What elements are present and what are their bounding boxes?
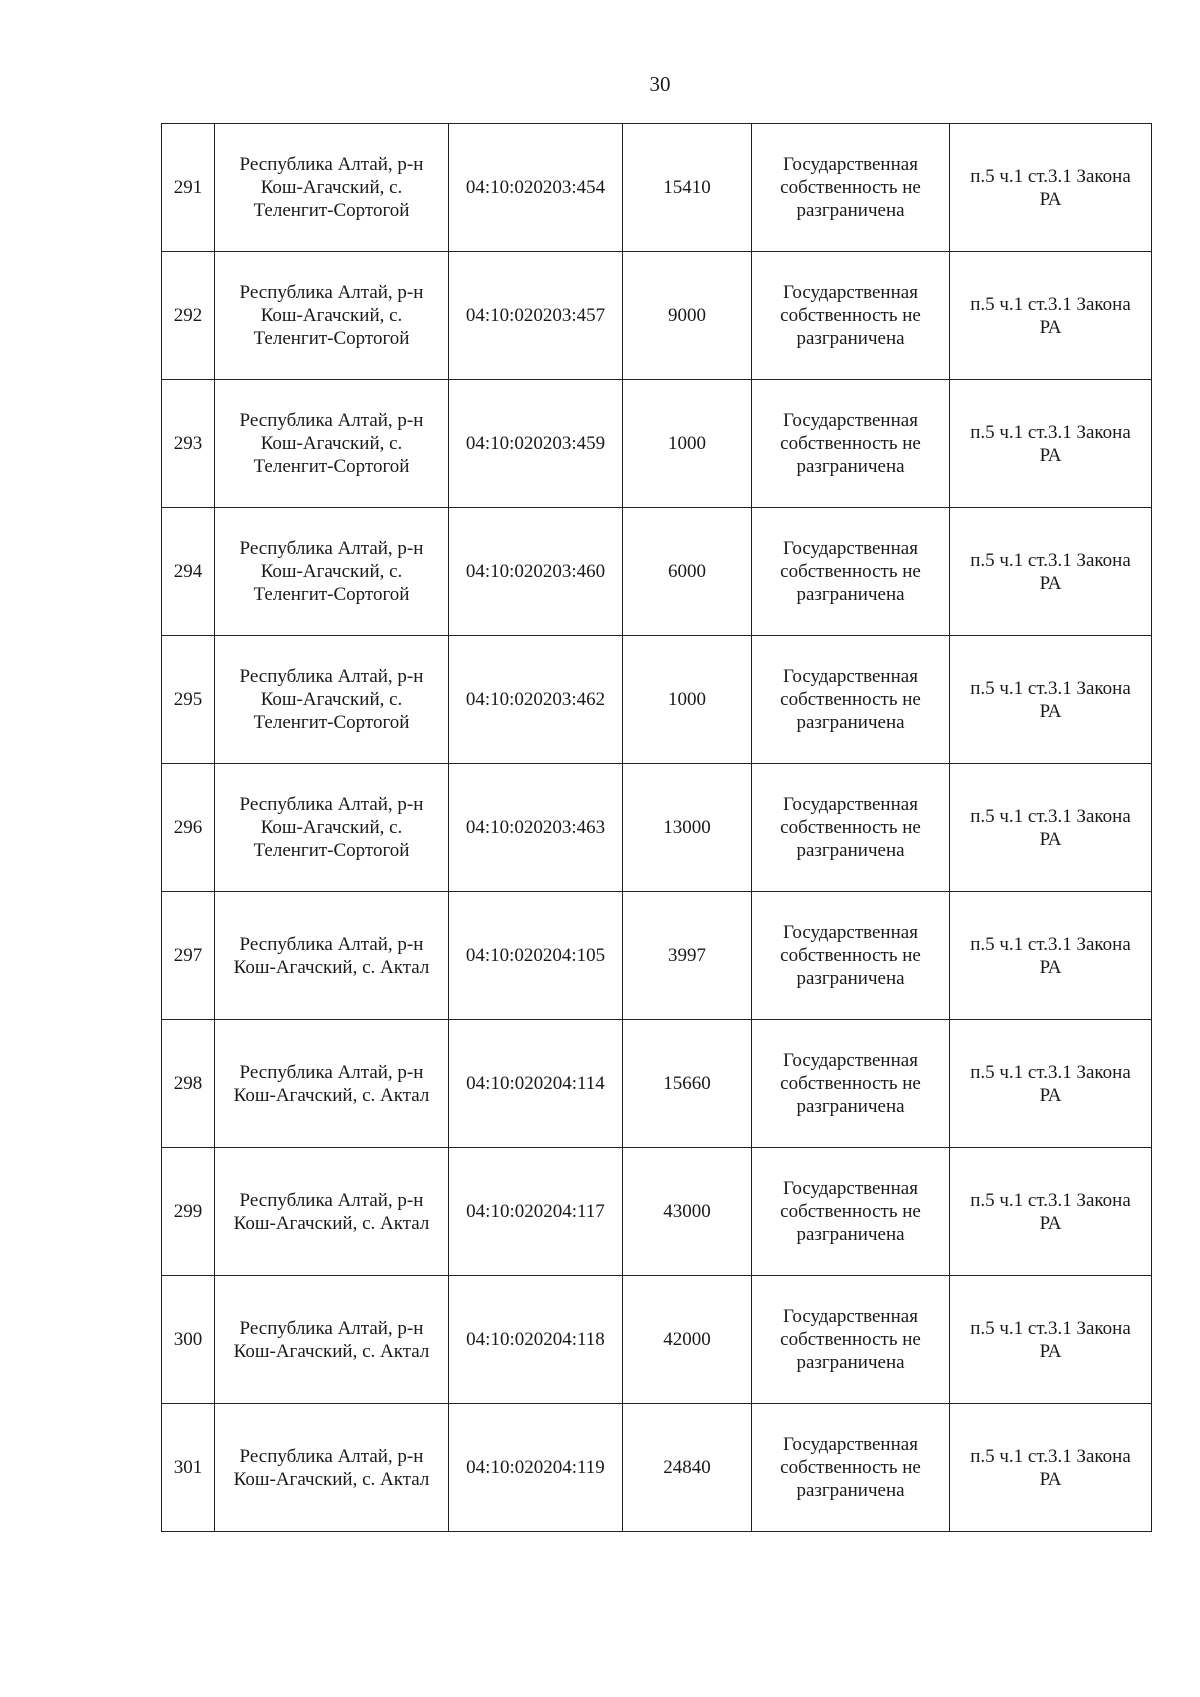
- cadastral-number-cell: 04:10:020204:117: [449, 1148, 623, 1276]
- area-cell: 6000: [623, 508, 752, 636]
- address-cell: Республика Алтай, р-н Кош-Агачский, с. Теленгит-Сортогой: [215, 380, 449, 508]
- address-cell: Республика Алтай, р-н Кош-Агачский, с. Актал: [215, 1404, 449, 1532]
- legal-basis-cell: п.5 ч.1 ст.3.1 Закона РА: [950, 1404, 1152, 1532]
- table-row: [162, 124, 1152, 252]
- ownership-cell: Государственная собственность не разграничена: [752, 252, 950, 380]
- address-cell: Республика Алтай, р-н Кош-Агачский, с. Теленгит-Сортогой: [215, 252, 449, 380]
- area-cell: 15410: [623, 124, 752, 252]
- row-number-cell: 301: [162, 1404, 215, 1532]
- area-cell: 15660: [623, 1020, 752, 1148]
- address-cell: Республика Алтай, р-н Кош-Агачский, с. Актал: [215, 1148, 449, 1276]
- area-cell: 1000: [623, 380, 752, 508]
- address-cell: Республика Алтай, р-н Кош-Агачский, с. Актал: [215, 1020, 449, 1148]
- cadastral-number-cell: 04:10:020204:118: [449, 1276, 623, 1404]
- table-row: [162, 764, 1152, 892]
- cadastral-number-cell: 04:10:020203:457: [449, 252, 623, 380]
- legal-basis-cell: п.5 ч.1 ст.3.1 Закона РА: [950, 1020, 1152, 1148]
- legal-basis-cell: п.5 ч.1 ст.3.1 Закона РА: [950, 1148, 1152, 1276]
- table-row: [162, 1020, 1152, 1148]
- area-cell: 1000: [623, 636, 752, 764]
- table-row: [162, 636, 1152, 764]
- row-number-cell: 291: [162, 124, 215, 252]
- row-number-cell: 292: [162, 252, 215, 380]
- row-number-cell: 300: [162, 1276, 215, 1404]
- row-number-cell: 299: [162, 1148, 215, 1276]
- legal-basis-cell: п.5 ч.1 ст.3.1 Закона РА: [950, 1276, 1152, 1404]
- ownership-cell: Государственная собственность не разграничена: [752, 764, 950, 892]
- ownership-cell: Государственная собственность не разграничена: [752, 1148, 950, 1276]
- address-cell: Республика Алтай, р-н Кош-Агачский, с. Актал: [215, 892, 449, 1020]
- cadastral-number-cell: 04:10:020204:119: [449, 1404, 623, 1532]
- ownership-cell: Государственная собственность не разграничена: [752, 1020, 950, 1148]
- row-number-cell: 293: [162, 380, 215, 508]
- area-cell: 9000: [623, 252, 752, 380]
- row-number-cell: 298: [162, 1020, 215, 1148]
- table-row: [162, 252, 1152, 380]
- ownership-cell: Государственная собственность не разграничена: [752, 508, 950, 636]
- row-number-cell: 294: [162, 508, 215, 636]
- area-cell: 43000: [623, 1148, 752, 1276]
- legal-basis-cell: п.5 ч.1 ст.3.1 Закона РА: [950, 380, 1152, 508]
- area-cell: 24840: [623, 1404, 752, 1532]
- address-cell: Республика Алтай, р-н Кош-Агачский, с. Теленгит-Сортогой: [215, 636, 449, 764]
- land-plots-table: [161, 123, 1152, 1532]
- ownership-cell: Государственная собственность не разграничена: [752, 636, 950, 764]
- cadastral-number-cell: 04:10:020203:463: [449, 764, 623, 892]
- table-row: [162, 892, 1152, 1020]
- cadastral-number-cell: 04:10:020203:459: [449, 380, 623, 508]
- legal-basis-cell: п.5 ч.1 ст.3.1 Закона РА: [950, 892, 1152, 1020]
- row-number-cell: 297: [162, 892, 215, 1020]
- table-row: [162, 1276, 1152, 1404]
- legal-basis-cell: п.5 ч.1 ст.3.1 Закона РА: [950, 764, 1152, 892]
- area-cell: 3997: [623, 892, 752, 1020]
- cadastral-number-cell: 04:10:020203:462: [449, 636, 623, 764]
- cadastral-number-cell: 04:10:020204:114: [449, 1020, 623, 1148]
- address-cell: Республика Алтай, р-н Кош-Агачский, с. Теленгит-Сортогой: [215, 508, 449, 636]
- table-row: [162, 508, 1152, 636]
- row-number-cell: 295: [162, 636, 215, 764]
- area-cell: 13000: [623, 764, 752, 892]
- ownership-cell: Государственная собственность не разграничена: [752, 124, 950, 252]
- page-number: 30: [649, 72, 671, 96]
- address-cell: Республика Алтай, р-н Кош-Агачский, с. Актал: [215, 1276, 449, 1404]
- table-row: [162, 380, 1152, 508]
- ownership-cell: Государственная собственность не разграничена: [752, 892, 950, 1020]
- ownership-cell: Государственная собственность не разграничена: [752, 380, 950, 508]
- table-row: [162, 1148, 1152, 1276]
- legal-basis-cell: п.5 ч.1 ст.3.1 Закона РА: [950, 508, 1152, 636]
- address-cell: Республика Алтай, р-н Кош-Агачский, с. Теленгит-Сортогой: [215, 124, 449, 252]
- legal-basis-cell: п.5 ч.1 ст.3.1 Закона РА: [950, 636, 1152, 764]
- ownership-cell: Государственная собственность не разграничена: [752, 1276, 950, 1404]
- table-row: [162, 1404, 1152, 1532]
- cadastral-number-cell: 04:10:020204:105: [449, 892, 623, 1020]
- legal-basis-cell: п.5 ч.1 ст.3.1 Закона РА: [950, 124, 1152, 252]
- cadastral-number-cell: 04:10:020203:454: [449, 124, 623, 252]
- cadastral-number-cell: 04:10:020203:460: [449, 508, 623, 636]
- ownership-cell: Государственная собственность не разграничена: [752, 1404, 950, 1532]
- area-cell: 42000: [623, 1276, 752, 1404]
- table-body: [162, 124, 1152, 1532]
- row-number-cell: 296: [162, 764, 215, 892]
- address-cell: Республика Алтай, р-н Кош-Агачский, с. Теленгит-Сортогой: [215, 764, 449, 892]
- legal-basis-cell: п.5 ч.1 ст.3.1 Закона РА: [950, 252, 1152, 380]
